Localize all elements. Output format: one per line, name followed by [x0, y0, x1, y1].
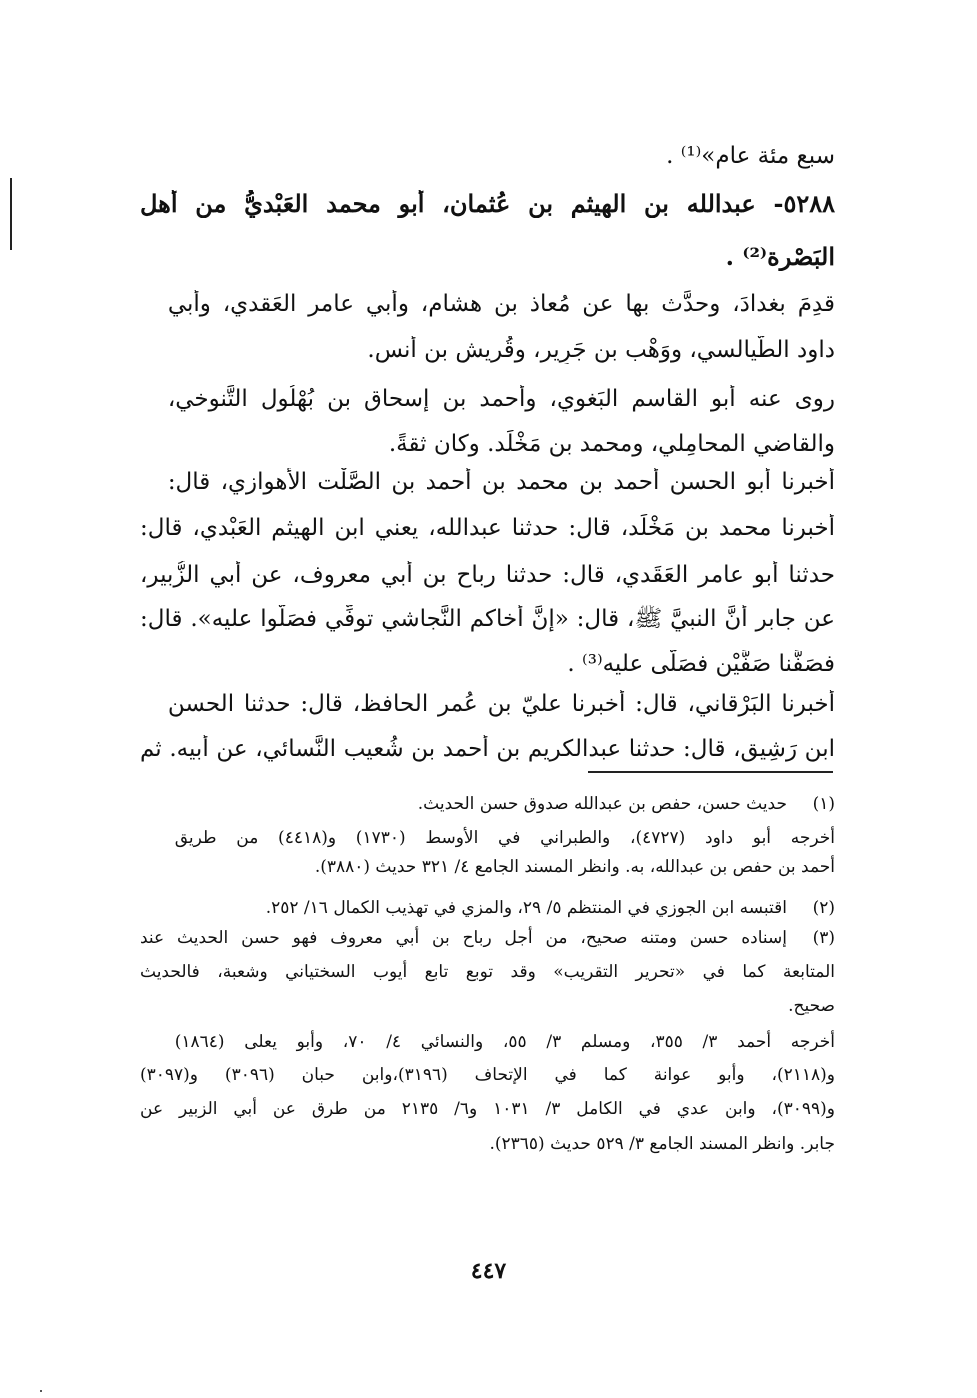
entry-heading: ٥٢٨٨- عبدالله بن الهيثم بن عُثمان، أبو محمد العَبْديُّ من أهل	[140, 190, 835, 218]
footnote-3	[140, 926, 835, 950]
footnote-text: و(٢١١٨)، وأبو عوانة كما في الإتحاف (٣١٩٦)،وابن حبان (٣٠٩٦) و(٣٠٩٧)	[140, 1065, 835, 1085]
entry-heading-continued: البَصْرة⁽²⁾ .	[725, 243, 835, 271]
footnote-text: حديث حسن، حفص بن عبدالله صدوق حسن الحديث.	[417, 794, 787, 814]
margin-mark	[10, 178, 12, 250]
footnote-2	[140, 896, 835, 920]
text-line: أخبرنا أبو الحسن أحمد بن محمد بن أحمد بن الصَّلْت الأهوازي، قال:	[167, 469, 835, 495]
footnote-text: صحيح.	[788, 996, 835, 1016]
text-line: داود الطَّيالسي، ووَهْب بن جَرِير، وقُريش بن أنس.	[367, 337, 835, 363]
text-line: روى عنه أبو القاسم البَغوي، وأحمد بن إسحاق بن بُهْلُول التَّنوخي،	[167, 386, 835, 412]
footnotes	[140, 0, 835, 1200]
footnote-text: جابر. وانظر المسند الجامع ٣/ ٥٢٩ حديث (٢٣٦٥).	[489, 1134, 835, 1154]
footnote-1	[140, 792, 835, 816]
footnote-text: إسناده حسن ومتنه صحيح، من أجل رباح بن أبي معروف فهو حسن الحديث عند	[140, 928, 787, 948]
text-line: أخبرنا محمد بن مَخْلَد، قال: حدثنا عبدالله، يعني ابن الهيثم العَبْدي، قال:	[140, 515, 835, 541]
text-line: سبع مئة عام»⁽¹⁾ .	[666, 143, 835, 169]
footnote-text: اقتبسه ابن الجوزي في المنتظم ٥/ ٢٩، والمزي في تهذيب الكمال ١٦/ ٢٥٢.	[265, 898, 787, 918]
text-line: أخبرنا البَرْقاني، قال: أخبرنا عليّ بن عُمر الحافظ، قال: حدثنا الحسن	[167, 691, 835, 717]
text-line: قدِمَ بغدادَ، وحدَّث بها عن مُعاذ بن هشام، وأبي عامر العَقدي، وأبي	[167, 291, 835, 317]
footnote-number: (٢)	[812, 898, 835, 918]
footnote-text: المتابعة كما في «تحرير التقريب» وقد توبع تابع أيوب السختياني وشعبة، فالحديث	[140, 962, 835, 982]
footnote-text: و(٣٠٩٩)، وابن عدي في الكامل ٣/ ١٠٣١ و٦/ ٢١٣٥ من طرق عن أبي الزبير عن	[140, 1099, 835, 1119]
scan-speck	[40, 1390, 42, 1392]
text-line: ابن رَشِيق، قال: حدثنا عبدالكريم بن أحمد بن شُعيب النَّسائي، عن أبيه. ثم	[140, 736, 835, 762]
text-line: والقاضي المحامِلي، ومحمد بن مَخْلَد. وكان ثقةً.	[388, 431, 835, 457]
text-line: فصَفَّنا صَفَّيْن فصَلَّى عليه⁽³⁾ .	[567, 651, 835, 677]
footnote-text: أحمد بن حفص بن عبدالله، به. وانظر المسند الجامع ٤/ ٣٢١ حديث (٣٨٨٠).	[314, 857, 835, 877]
footnote-text: أخرجه أبو داود (٤٧٢٧)، والطبراني في الأوسط (١٧٣٠) و(٤٤١٨) من طريق	[174, 828, 835, 848]
text-line: عن جابر أنَّ النبيَّ ﷺ، قال: «إنَّ أخاكم النَّجاشي توفِّي فصَلُّوا عليه». قال:	[140, 606, 835, 632]
text-line: حدثنا أبو عامر العَقَدي، قال: حدثنا رباح بن أبي معروف، عن أبي الزُّبير،	[140, 562, 835, 588]
footnote-number: (١)	[812, 794, 835, 814]
footnote-number: (٣)	[812, 928, 835, 948]
footnote-text: أخرجه أحمد ٣/ ٣٥٥، ومسلم ٣/ ٥٥، والنسائي ٤/ ٧٠، وأبو يعلى (١٨٦٤)	[174, 1032, 835, 1052]
page-number: ٤٤٧	[470, 1258, 507, 1284]
